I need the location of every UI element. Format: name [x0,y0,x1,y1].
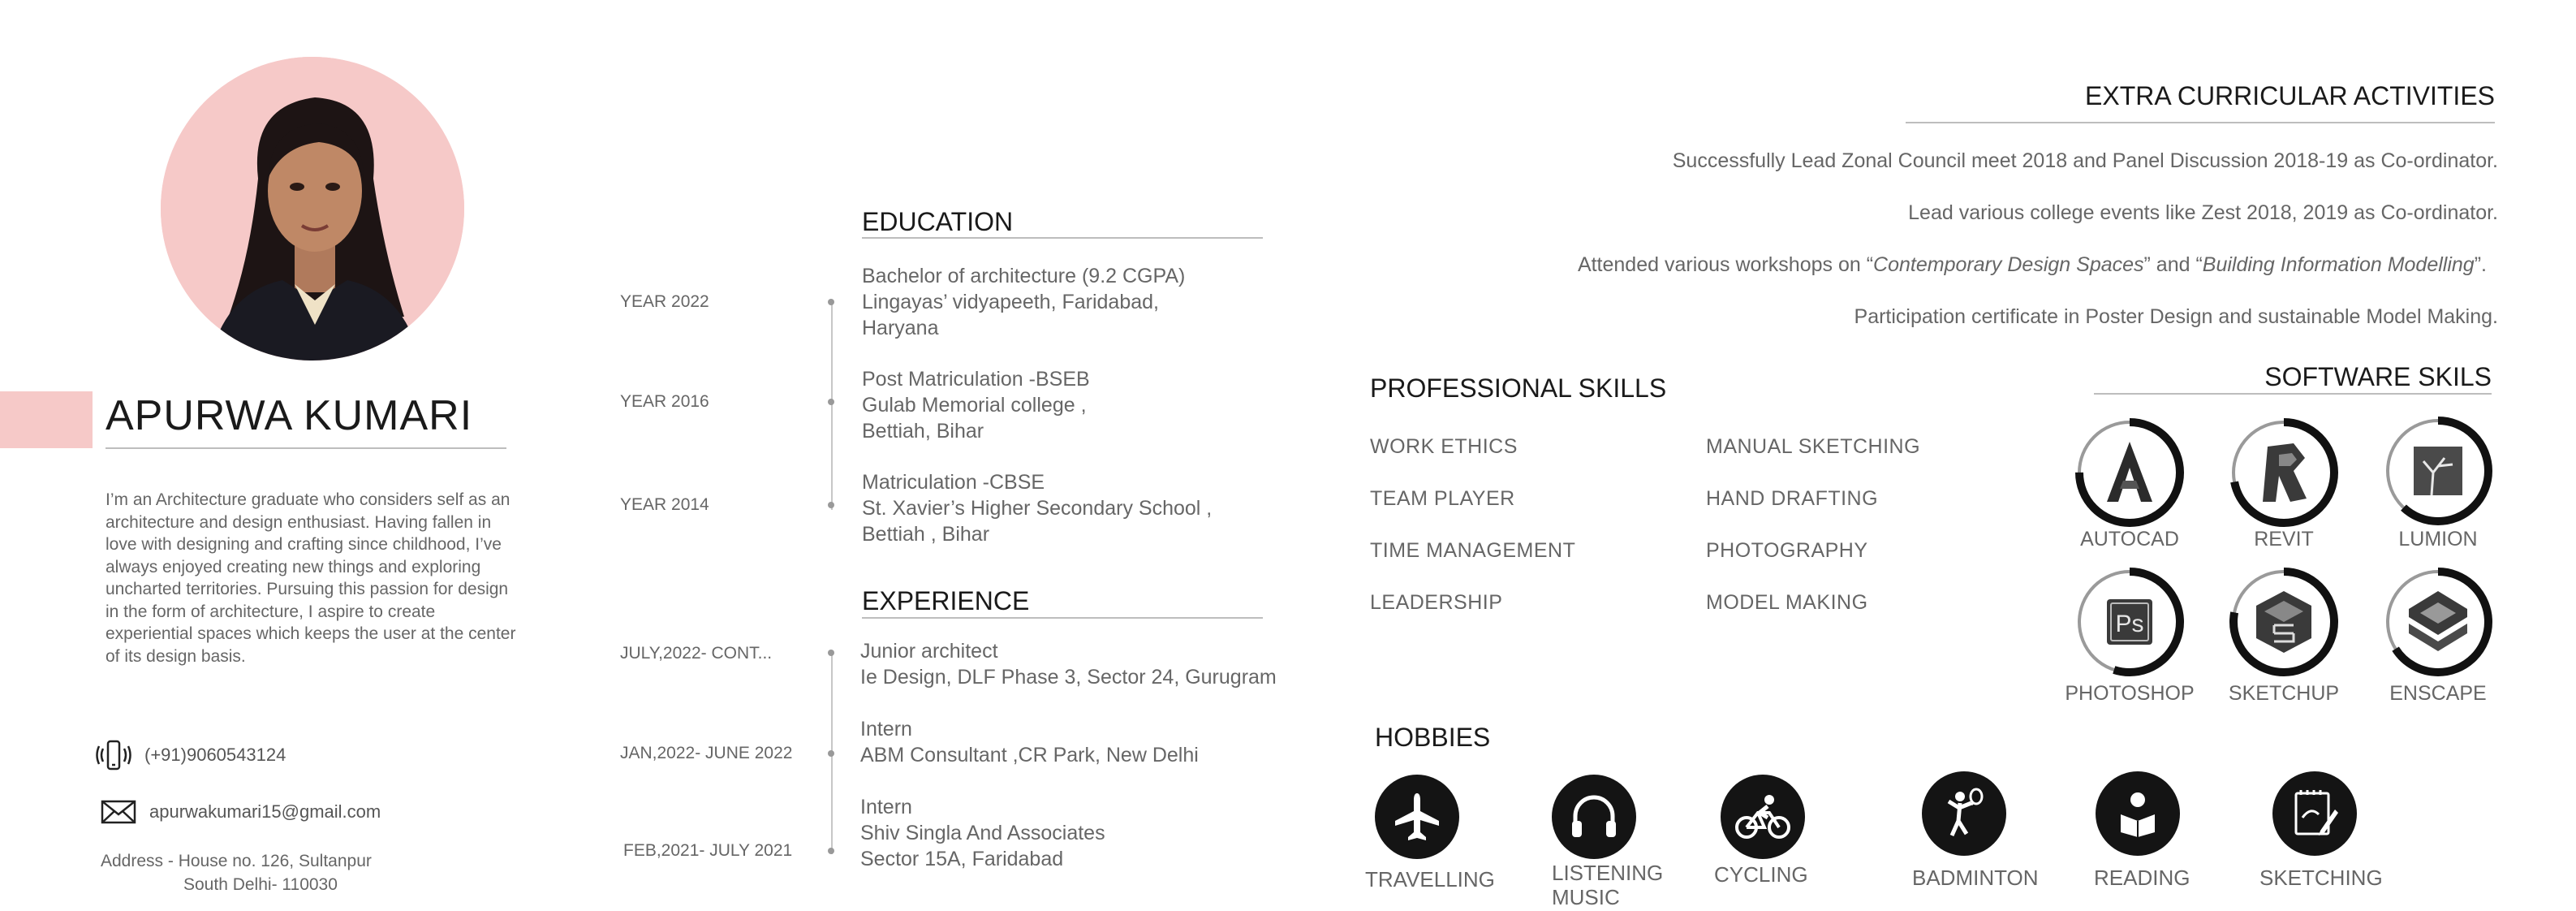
lumion-icon [2383,416,2493,526]
education-entry [862,469,1212,547]
extracurricular-divider [1906,122,2495,123]
cyclist-icon [1721,775,1805,859]
skill-item: LEADERSHIP [1370,591,1503,614]
workshops-prefix: Attended various workshops on “ [1577,253,1874,276]
software-name: ENSCAPE [2389,682,2487,705]
hobby-label: BADMINTON [1912,866,2039,890]
experience-divider [862,617,1263,619]
timeline-dot [828,299,834,305]
workshop-contemporary-design: Contemporary Design Spaces [1873,253,2144,276]
education-location: Bettiah , Bihar [862,523,990,546]
name-accent-block [0,391,93,448]
software-skills-divider [2094,393,2492,395]
email-address: apurwakumari15@gmail.com [149,801,381,822]
experience-entry [860,794,1105,872]
candidate-name: APURWA KUMARI [106,392,473,439]
education-year: YEAR 2014 [620,495,709,514]
education-entry [862,263,1185,341]
education-divider [862,237,1263,239]
experience-heading: EXPERIENCE [862,586,1030,615]
experience-period: JAN,2022- JUNE 2022 [620,744,793,762]
software-name: SKETCHUP [2228,682,2340,705]
experience-period: JULY,2022- CONT... [620,644,773,663]
skill-item: HAND DRAFTING [1706,487,1879,510]
photoshop-icon [2074,567,2185,677]
hobby-label: SKETCHING [2259,866,2383,890]
experience-period: FEB,2021- JULY 2021 [623,841,793,860]
experience-company: Shiv Singla And Associates [860,822,1105,844]
hobby-label-line: MUSIC [1552,885,1620,909]
address-line-1: Address - House no. 126, Sultanpur [101,852,372,870]
timeline-dot [828,650,834,656]
address-line-2: South Delhi- 110030 [183,875,338,894]
extracurricular-heading: EXTRA CURRICULAR ACTIVITIES [2085,81,2495,110]
mail-icon [101,799,136,825]
address-block [101,849,393,896]
software-name: REVIT [2254,528,2314,550]
skill-item: MANUAL SKETCHING [1706,435,1921,458]
skill-item: MODEL MAKING [1706,591,1868,614]
timeline-dot [828,502,834,508]
experience-entry [860,716,1199,768]
hobby-label: TRAVELLING [1365,867,1495,892]
experience-role: Junior architect [860,640,998,663]
skill-item: TEAM PLAYER [1370,487,1515,510]
profile-photo [161,57,464,361]
skill-item: PHOTOGRAPHY [1706,539,1868,562]
profile-portrait-image [161,57,464,361]
svg-text:Ps: Ps [2115,611,2144,637]
name-divider [106,447,506,449]
software-name: LUMION [2398,528,2478,550]
education-institution: St. Xavier’s Higher Secondary School , [862,497,1213,520]
bio-paragraph: I’m an Architecture graduate who considers self as an architecture and design enthusiast. Having fallen in love with designing and crafting since childhood, I’ve always enjoyed creating new things and exploring uncharted territories. Pursuing this passion for design in the form of architecture, I aspire to create experiential spaces which keeps the user at the center of its design basis. [106,490,516,666]
phone-icon [96,739,131,771]
activity-item: Participation certificate in Poster Design and sustainable Model Making. [1854,305,2498,328]
hobby-label [1552,861,1663,909]
reading-icon [2096,771,2180,856]
education-institution: Lingayas’ vidyapeeth, Faridabad, [862,291,1159,313]
education-degree: Matriculation -CBSE [862,471,1045,494]
skill-item: TIME MANAGEMENT [1370,539,1576,562]
activity-workshops [1578,253,2487,277]
hobby-label: CYCLING [1714,862,1808,887]
skill-item: WORK ETHICS [1370,435,1518,458]
email-row [101,799,381,825]
experience-role: Intern [860,718,912,740]
workshops-and: ” and “ [2143,253,2203,276]
timeline-dot [828,750,834,757]
workshop-bim: Building Information Modelling [2202,253,2475,276]
revit-icon [2229,417,2339,528]
software-name: PHOTOSHOP [2065,682,2195,705]
education-year: YEAR 2016 [620,392,709,411]
timeline-dot [828,399,834,405]
software-skills-heading: SOFTWARE SKILS [2264,362,2492,391]
education-year: YEAR 2022 [620,292,709,311]
education-timeline-line [831,302,833,510]
sketching-icon [2272,771,2357,856]
experience-company: ABM Consultant ,CR Park, New Delhi [860,744,1199,766]
autocad-icon [2074,417,2185,528]
education-degree: Bachelor of architecture (9.2 CGPA) [862,265,1186,287]
experience-location: Sector 15A, Faridabad [860,848,1064,870]
airplane-icon [1375,775,1459,859]
experience-entry [860,638,1277,690]
education-location: Bettiah, Bihar [862,420,984,443]
hobbies-heading: HOBBIES [1375,723,1491,752]
education-heading: EDUCATION [862,207,1014,236]
sketchup-icon [2229,567,2339,677]
badminton-icon [1922,771,2006,856]
education-degree: Post Matriculation -BSEB [862,368,1090,391]
software-name: AUTOCAD [2080,528,2179,550]
experience-role: Intern [860,796,912,818]
phone-number: (+91)9060543124 [144,745,286,765]
education-entry [862,366,1090,444]
headphones-icon [1552,775,1636,859]
phone-row [96,739,286,771]
enscape-icon [2383,567,2493,677]
education-location: Haryana [862,317,939,339]
activity-item: Successfully Lead Zonal Council meet 2018 and Panel Discussion 2018-19 as Co-ordinator. [1672,149,2498,172]
timeline-dot [828,848,834,854]
hobby-label-line: LISTENING [1552,861,1664,885]
hobby-label: READING [2094,866,2190,890]
professional-skills-heading: PROFESSIONAL SKILLS [1370,373,1667,403]
education-institution: Gulab Memorial college , [862,394,1087,417]
workshops-suffix: ”. [2474,253,2487,276]
experience-company: Ie Design, DLF Phase 3, Sector 24, Gurugram [860,666,1277,689]
activity-item: Lead various college events like Zest 2018, 2019 as Co-ordinator. [1908,201,2498,224]
